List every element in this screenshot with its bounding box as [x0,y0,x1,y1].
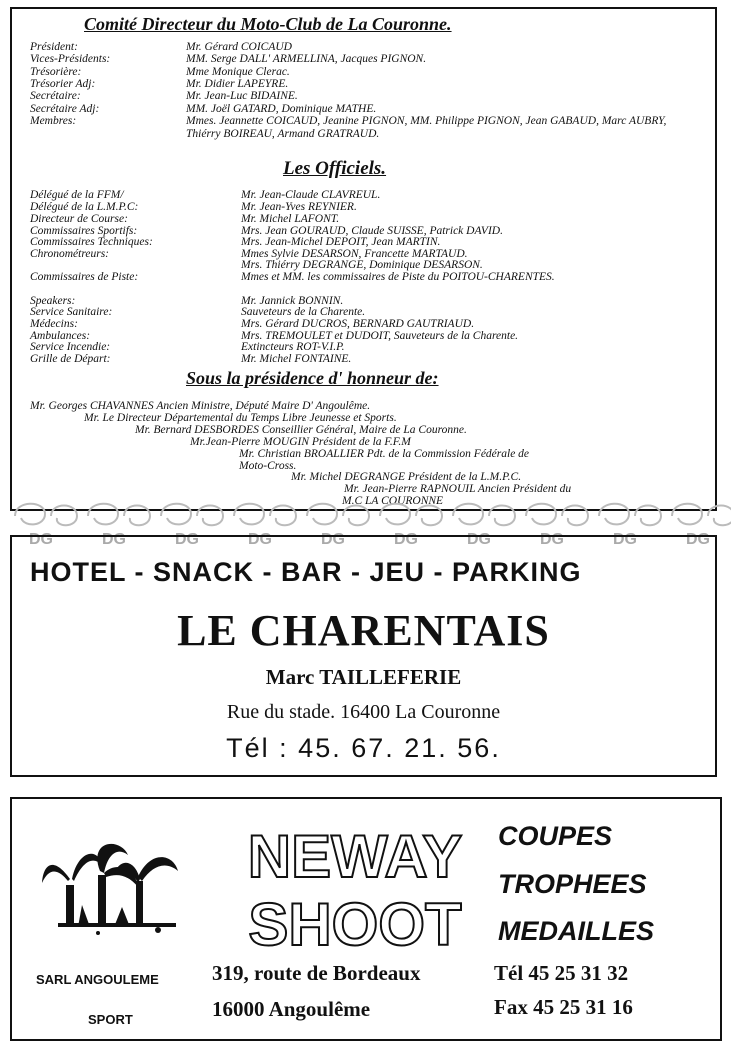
charentais-name: LE CHARENTAIS [177,606,550,655]
officiels-name: Mrs. Jean GOURAUD, Claude SUISSE, Patrick DAVID. [241,225,503,237]
watermark-swirl [380,504,442,526]
watermark-text: DG [613,531,637,548]
officiels-name: Extincteurs ROT-V.I.P. [241,341,345,353]
officiels-role: Ambulances: [30,330,91,342]
watermark-text: DG [248,531,272,548]
comite-name: Mme Monique Clerac. [186,66,290,78]
officiels-role: Commissaires de Piste: [30,271,139,283]
officiels-role: Service Sanitaire: [30,306,113,318]
comite-role: Secrétaire: [30,90,81,102]
neway-address1: 319, route de Bordeaux [212,961,421,985]
neway-tagline1: SARL ANGOULEME [36,972,159,987]
neway-item-medailles: MEDAILLES [498,916,655,946]
officiels-role: Service Incendie: [30,341,111,353]
officiels-title: Les Officiels. [283,158,387,179]
comite-name: Mmes. Jeannette COICAUD, Jeanine PIGNON, MM. Philippe PIGNON, Jean GABAUD, Marc AUBRY, Thiérry BOIREAU, Armand GRATRAUD. [186,115,667,140]
watermark-swirl [526,504,588,526]
honneur-line: Mr.Jean-Pierre MOUGIN Président de la F.F.M [190,436,411,448]
neway-tagline2: SPORT [88,1012,133,1027]
comite-name: MM. Serge DALL' ARMELLINA, Jacques PIGNON. [186,53,427,65]
comite-role: Membres: [30,115,77,127]
officiels-name: Mr. Jean-Claude CLAVREUL. [241,189,381,201]
watermark-swirl [15,504,77,526]
officiels-name: Mmes Sylvie DESARSON, Francette MARTAUD. [241,248,468,260]
watermark-swirl [88,504,150,526]
watermark-text: DG [394,531,418,548]
watermark-swirl [307,504,369,526]
honneur-line: M.C LA COURONNE [342,495,444,507]
neway-logo-line1: NEWAY [247,823,463,890]
officiels-role: Grille de Départ: [30,353,111,365]
officiels-name: Mr. Jannick BONNIN. [241,295,344,307]
watermark-swirl [234,504,296,526]
neway-fax: Fax 45 25 31 16 [494,995,633,1019]
comite-role: Trésorière: [30,66,82,78]
neway-ad [10,797,722,1041]
neway-address2: 16000 Angoulême [212,997,371,1021]
officiels-name: Mr. Jean-Yves REYNIER. [241,201,357,213]
neway-logo-line2: SHOOT [248,891,462,957]
officiels-name: Mrs. Gérard DUCROS, BERNARD GAUTRIAUD. [241,318,475,330]
comite-title: Comité Directeur du Moto-Club de La Couronne. [84,14,452,34]
officiels-role: Délégué de la L.M.P.C: [30,201,139,213]
watermark-text: DG [102,531,126,548]
palm-trees-icon [38,835,188,963]
charentais-phone: Tél : 45. 67. 21. 56. [226,733,501,763]
comite-role: Président: [30,41,78,53]
comite-name: Mr. Jean-Luc BIDAINE. [186,90,298,102]
watermark-text: DG [467,531,491,548]
honneur-line: Mr. Michel DEGRANGE Président de la L.M.P.C. [291,471,522,483]
watermark-text: DG [540,531,564,548]
watermark-swirl [672,504,731,526]
officiels-name: Mrs. Jean-Michel DEPOIT, Jean MARTIN. [241,236,441,248]
charentais-owner: Marc TAILLEFERIE [265,665,462,689]
officiels-role: Commissaires Techniques: [30,236,153,248]
neway-shoot-logo [220,817,490,957]
watermark-text: DG [175,531,199,548]
neway-tel: Tél 45 25 31 32 [494,961,629,985]
honneur-line: Mr. Bernard DESBORDES Conseillier Général, Maire de La Couronne. [135,424,467,436]
comite-role: Vices-Présidents: [30,53,111,65]
officiels-name: Sauveteurs de la Charente. [241,306,366,318]
watermark-swirl [161,504,223,526]
comite-role: Secrétaire Adj: [30,103,100,115]
honneur-line: Mr. Christian BROALLIER Pdt. de la Commission Fédérale de [239,448,530,460]
charentais-ad [10,535,717,777]
officiels-role: Délégué de la FFM/ [30,189,124,201]
comite-name: Mr. Gérard COICAUD [186,41,292,53]
watermark-text: DG [29,531,53,548]
comite-role: Trésorier Adj: [30,78,96,90]
officiels-role: Médecins: [30,318,78,330]
officiels-role: Directeur de Course: [30,213,128,225]
honneur-line: Mr. Jean-Pierre RAPNOUIL Ancien Président du [344,483,572,495]
neway-item-coupes: COUPES [498,821,613,851]
honneur-line: Moto-Cross. [239,460,297,472]
officiels-name: Mmes et MM. les commissaires de Piste du POITOU-CHARENTES. [241,271,555,283]
neway-item-trophees: TROPHEES [498,869,647,899]
officiels-name: Mr. Michel LAFONT. [241,213,340,225]
officiels-role: Commissaires Sportifs: [30,225,138,237]
watermark-swirl [453,504,515,526]
officiels-role: Speakers: [30,295,76,307]
officiels-name: Mr. Michel FONTAINE. [241,353,352,365]
officiels-role: Chronométreurs: [30,248,110,260]
honneur-title: Sous la présidence d' honneur de: [186,368,439,388]
comite-name: Mr. Didier LAPEYRE. [186,78,289,90]
officiels-name: Mrs. TREMOULET et DUDOIT, Sauveteurs de la Charente. [241,330,519,342]
officiels-name: Mrs. Thiérry DEGRANGE, Dominique DESARSON. [241,259,483,271]
charentais-services: HOTEL - SNACK - BAR - JEU - PARKING [30,557,582,587]
honneur-line: Mr. Le Directeur Départemental du Temps Libre Jeunesse et Sports. [84,412,397,424]
charentais-address: Rue du stade. 16400 La Couronne [226,701,501,723]
honneur-line: Mr. Georges CHAVANNES Ancien Ministre, Député Maire D' Angoulême. [30,400,371,412]
watermark-swirl [599,504,661,526]
comite-name: MM. Joël GATARD, Dominique MATHE. [186,103,377,115]
watermark-text: DG [321,531,345,548]
watermark-text: DG [686,531,710,548]
